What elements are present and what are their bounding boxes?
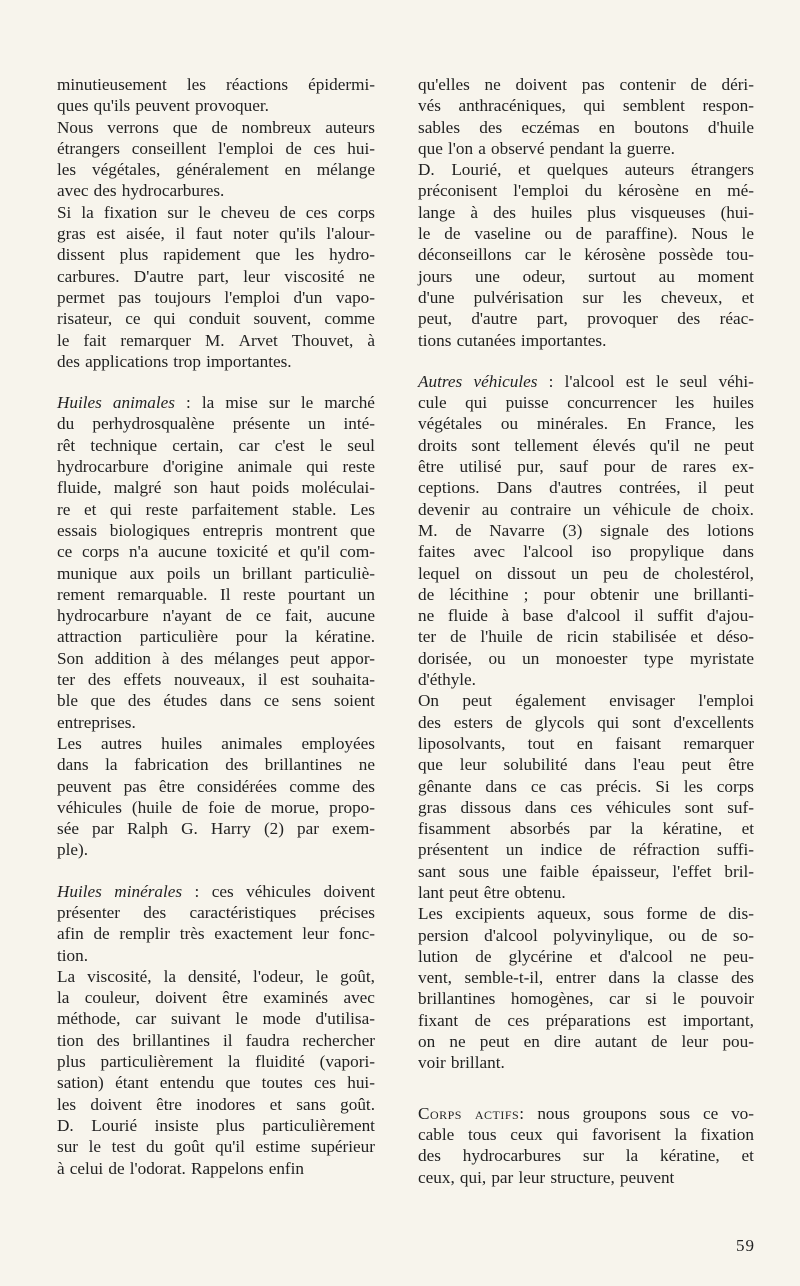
text-line: étrangers conseillent l'emploi de ces hui- [57, 138, 375, 158]
text-line: On peut également envisager l'emploi [418, 691, 754, 711]
text-line: d'éthyle. [418, 670, 476, 690]
text-line: sée par Ralph G. Harry (2) par exem- [57, 819, 375, 839]
text-line: des hydrocarbures sur la kératine, et [418, 1146, 754, 1166]
text-line: persion d'alcool polyvinylique, ou de so- [418, 925, 754, 945]
section-autres-vehicules [418, 371, 754, 690]
text-line: qu'elles ne doivent pas contenir de déri- [418, 75, 754, 94]
text-line: des esters de glycols qui sont d'excellents [418, 712, 754, 732]
text-line: gras est aisée, il faut noter qu'ils l'alour- [57, 224, 375, 244]
section-heading-line: Corps actifs: nous groupons sous ce vo- [418, 1103, 754, 1123]
text-line: de lécithine ; pour obtenir une brillanti- [418, 584, 754, 604]
text-line: dans la fabrication des brillantines ne [57, 755, 375, 775]
text-line: les végétales, généralement en mélange [57, 160, 375, 180]
text-line: le fait remarquer M. Arvet Thouvet, à [57, 330, 375, 350]
text-line: vent, semble-t-il, entrer dans la classe des [418, 968, 754, 988]
text-line: préconisent l'emploi du kérosène en mé- [418, 181, 754, 201]
text-line: peut, d'autre part, provoquer des réac- [418, 309, 754, 329]
paragraph [418, 690, 754, 903]
text-line: être utilisé pur, sauf pour de rares ex- [418, 457, 754, 477]
text-line: re et qui reste parfaitement stable. Les [57, 499, 375, 519]
text-line: sation) étant entendu que toutes ces hui- [57, 1073, 375, 1093]
text-line: rêt technique certain, car c'est le seul [57, 435, 375, 455]
text-line: liposolvants, tout en faisant remarquer [418, 733, 754, 753]
section-heading-line: Huiles animales : la mise sur le marché [57, 393, 375, 413]
text-line: fisamment absorbés par la kératine, et [418, 819, 754, 839]
text-line: sur le test du goût qu'il estime supérieur [57, 1137, 375, 1157]
paragraph [57, 74, 375, 117]
text-line: afin de remplir très exactement leur fonc- [57, 924, 375, 944]
text-line: Les autres huiles animales employées [57, 733, 375, 753]
text-line: la couleur, doivent être examinés avec [57, 988, 375, 1008]
text-line: rement remarquable. Il reste pourtant un [57, 584, 375, 604]
text-line: ple). [57, 840, 89, 860]
text-line: ter des effets nouveaux, il est souhaita- [57, 670, 375, 690]
text-line: droits sont tellement élevés qu'il ne peut [418, 435, 754, 455]
text-line: Si la fixation sur le cheveu de ces corps [57, 202, 375, 222]
text-line: ques qu'ils peuvent provoquer. [57, 96, 269, 116]
text-line: devenir au contraire un véhicule de choix. [418, 499, 754, 519]
text-line: ce corps n'a aucune toxicité et qu'il com- [57, 542, 375, 562]
paragraph [418, 903, 754, 1073]
section-huiles-animales [57, 392, 375, 733]
section-huiles-minerales [57, 881, 375, 966]
text-line: lequel on dissout un peu de cholestérol, [418, 563, 754, 583]
right-column [418, 74, 754, 1188]
text-line: Nous verrons que de nombreux auteurs [57, 117, 375, 137]
paragraph [418, 74, 754, 159]
text-line: La viscosité, la densité, l'odeur, le goût, [57, 966, 375, 986]
text-line: essais biologiques entrepris montrent que [57, 520, 375, 540]
text-line: végétales ou minérales. En France, les [418, 414, 754, 434]
paragraph-gap [418, 1074, 754, 1103]
text-line: on ne peut en dire autant de leur pou- [418, 1032, 754, 1052]
text-line: gras dissous dans ces véhicules sont suf- [418, 797, 754, 817]
text-line: présentent un indice de réfraction suffi- [418, 840, 754, 860]
text-line: vés anthracéniques, qui semblent respon- [418, 96, 754, 116]
text-line: dissent plus rapidement que les hydro- [57, 245, 375, 265]
text-line: ceux, qui, par leur structure, peuvent [418, 1167, 675, 1187]
text-line: d'une pulvérisation sur les cheveux, et [418, 287, 754, 307]
text-line: cable tous ceux qui favorisent la fixation [418, 1124, 754, 1144]
text-line: sables des eczémas en boutons d'huile [418, 117, 754, 137]
text-line: brillantines homogènes, car si le pouvoir [418, 989, 754, 1009]
text-line: véhicules (huile de foie de morue, propo- [57, 797, 375, 817]
text-line: Son addition à des mélanges peut appor- [57, 648, 375, 668]
text-line: hydrocarbure n'ayant de ce fait, aucune [57, 606, 375, 626]
text-line: minutieusement les réactions épidermi- [57, 75, 375, 94]
text-line: peuvent pas être considérées comme des [57, 776, 375, 796]
paragraph-gap [418, 351, 754, 371]
section-heading-line: Autres véhicules : l'alcool est le seul véhi- [418, 371, 754, 391]
text-line: lange à des huiles plus visqueuses (hui- [418, 202, 754, 222]
page-number: 59 [736, 1236, 755, 1255]
text-line: que l'on a observé pendant la guerre. [418, 138, 675, 158]
text-line: munique aux poils un brillant particuliè- [57, 563, 375, 583]
text-line: avec des hydrocarbures. [57, 181, 225, 201]
text-line: gênante dans ce cas précis. Si les corps [418, 776, 754, 796]
text-line: D. Lourié insiste plus particulièrement [57, 1115, 375, 1135]
text-line: présenter des caractéristiques précises [57, 902, 375, 922]
left-column [57, 74, 375, 1179]
text-line: fixant de ces préparations est important, [418, 1010, 754, 1030]
text-line: ne fluide à base d'alcool il suffit d'ajou- [418, 606, 754, 626]
text-line: ble que des études dans ce sens soient [57, 691, 375, 711]
text-line: cule qui puisse concurrencer les huiles [418, 393, 754, 413]
paragraph-gap [57, 861, 375, 881]
text-line: ter de l'huile de ricin stabilisée et déso- [418, 627, 754, 647]
paragraph-gap [57, 372, 375, 392]
text-line: tions cutanées importantes. [418, 330, 607, 350]
text-line: tion. [57, 945, 89, 965]
text-line: attraction particulière pour la kératine. [57, 627, 375, 647]
text-line: du perhydrosqualène présente un inté- [57, 414, 375, 434]
paragraph [57, 733, 375, 861]
text-line: jours une odeur, surtout au moment [418, 266, 754, 286]
text-line: M. de Navarre (3) signale des lotions [418, 520, 754, 540]
text-line: faites avec l'alcool iso propylique dans [418, 542, 754, 562]
text-line: plus particulièrement la fluidité (vapori- [57, 1052, 375, 1072]
text-line: hydrocarbure d'origine animale qui reste [57, 457, 375, 477]
section-corps-actifs [418, 1103, 754, 1188]
text-line: sant sous une faible épaisseur, l'effet bril- [418, 861, 754, 881]
text-line: risateur, ce qui conduit souvent, comme [57, 309, 375, 329]
paragraph [57, 117, 375, 202]
text-line: les doivent être inodores et sans goût. [57, 1094, 375, 1114]
text-line: entreprises. [57, 712, 136, 732]
paragraph [57, 966, 375, 1179]
text-line: des applications trop importantes. [57, 351, 292, 371]
text-line: lution de glycérine et d'alcool ne peu- [418, 946, 754, 966]
text-line: D. Lourié, et quelques auteurs étrangers [418, 160, 754, 180]
text-line: voir brillant. [418, 1053, 505, 1073]
text-line: tion des brillantines il faudra rechercher [57, 1030, 375, 1050]
text-line: lant peut être obtenu. [418, 882, 566, 902]
text-line: à celui de l'odorat. Rappelons enfin [57, 1158, 305, 1178]
text-line: dorisée, ou un monoester type myristate [418, 648, 754, 668]
text-line: méthode, car suivant le mode d'utilisa- [57, 1009, 375, 1029]
text-line: permet pas toujours l'emploi d'un vapo- [57, 287, 375, 307]
text-line: le de vaseline ou de paraffine). Nous le [418, 224, 754, 244]
paragraph [57, 202, 375, 372]
section-heading-line: Huiles minérales : ces véhicules doivent [57, 881, 375, 901]
text-line: Les excipients aqueux, sous forme de dis- [418, 904, 754, 924]
text-line: ceptions. Dans d'autres contrées, il peut [418, 478, 754, 498]
text-line: que leur solubilité dans l'eau peut être [418, 755, 754, 775]
text-line: déconseillons car le kérosène possède tou- [418, 245, 754, 265]
paragraph [418, 159, 754, 351]
text-line: fluide, malgré son haut poids moléculai- [57, 478, 375, 498]
text-line: carbures. D'autre part, leur viscosité ne [57, 266, 375, 286]
